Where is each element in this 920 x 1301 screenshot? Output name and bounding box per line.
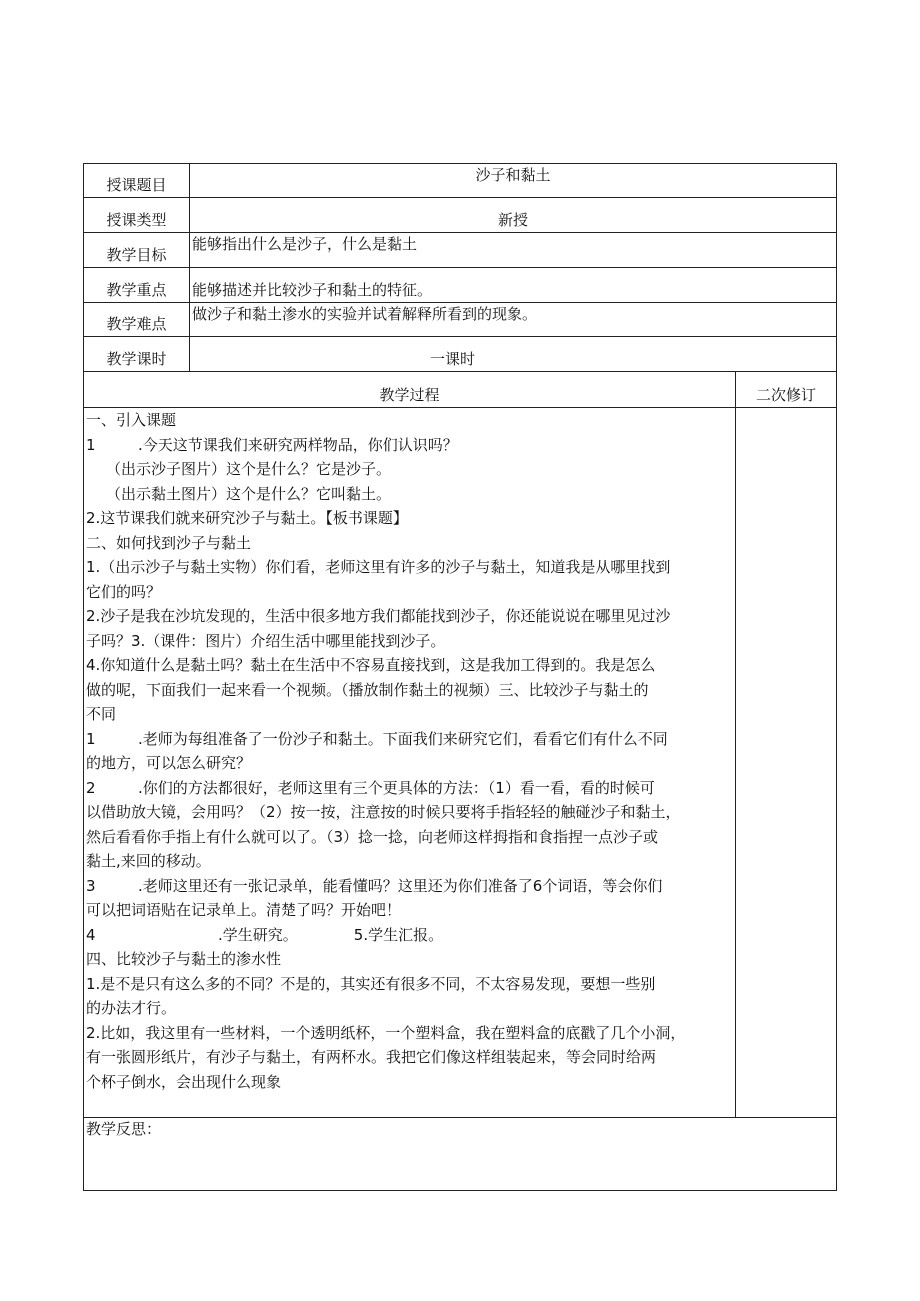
process-heading: 教学过程 bbox=[84, 372, 736, 408]
row-type bbox=[84, 198, 837, 233]
paragraph-line: 1.（出示沙子与黏土实物）你们看，老师这里有许多的沙子与黏土，知道我是从哪里找到 bbox=[86, 558, 671, 576]
list-item: 1 .老师为每组准备了一份沙子和黏土。下面我们来研究它们，看看它们有什么不同 bbox=[86, 729, 668, 748]
list-item: （出示沙子图片）这个是什么？它是沙子。 bbox=[106, 460, 392, 478]
row-process-body bbox=[84, 408, 837, 1118]
revision-cell bbox=[736, 408, 837, 1118]
section-2-title: 二、如何找到沙子与黏土 bbox=[86, 533, 252, 552]
difficulty-label: 教学难点 bbox=[84, 303, 190, 337]
type-label: 授课类型 bbox=[84, 198, 190, 233]
reflection-cell bbox=[84, 1118, 837, 1191]
row-difficulty bbox=[84, 303, 837, 337]
goal-label: 教学目标 bbox=[84, 233, 190, 268]
process-body bbox=[84, 408, 736, 1118]
key-value: 能够描述并比较沙子和黏土的特征。 bbox=[190, 268, 837, 303]
goal-value: 能够指出什么是沙子，什么是黏土 bbox=[190, 233, 837, 268]
list-item: （出示黏土图片）这个是什么？它叫黏土。 bbox=[106, 484, 392, 503]
paragraph-line: 可以把词语贴在记录单上。清楚了吗？开始吧！ bbox=[86, 901, 402, 919]
paragraph-line: 有一张圆形纸片，有沙子与黏土，有两杯水。我把它们像这样组装起来，等会同时给两 bbox=[86, 1048, 657, 1066]
section-1-title: 一、引入课题 bbox=[86, 411, 177, 429]
revision-heading: 二次修订 bbox=[736, 372, 837, 408]
paragraph-line: 2.沙子是我在沙坑发现的，生活中很多地方我们都能找到沙子，你还能说说在哪里见过沙 bbox=[86, 607, 671, 625]
topic-value: 沙子和黏土 bbox=[190, 164, 837, 198]
paragraph-line: 然后看看你手指上有什么就可以了。（3）捻一捻，向老师这样拇指和食指捏一点沙子或 bbox=[86, 827, 659, 846]
list-item: 3 .老师这里还有一张记录单，能看懂吗？这里还为你们准备了6个词语，等会你们 bbox=[86, 876, 663, 895]
list-item: 1 .今天这节课我们来研究两样物品，你们认识吗？ bbox=[86, 435, 458, 454]
row-reflection bbox=[84, 1118, 837, 1191]
row-process-heading bbox=[84, 372, 837, 408]
paragraph-line: 做的呢，下面我们一起来看一个视频。（播放制作黏土的视频）三、比较沙子与黏土的 bbox=[86, 680, 649, 699]
paragraph-line: 4.你知道什么是黏土吗？黏土在生活中不容易直接找到，这是我加工得到的。我是怎么 bbox=[86, 656, 656, 674]
list-item: 2 .你们的方法都很好，老师这里有三个更具体的方法：（1）看一看，看的时候可 bbox=[86, 778, 655, 797]
paragraph-line: 以借助放大镜，会用吗？（2）按一按，注意按的时候只要将手指轻轻的触碰沙子和黏土， bbox=[86, 803, 681, 821]
paragraph-line: 的办法才行。 bbox=[86, 999, 177, 1017]
section-4-title: 四、比较沙子与黏土的渗水性 bbox=[86, 950, 282, 968]
paragraph-line: 黏土,来回的移动。 bbox=[86, 852, 211, 870]
type-value: 新授 bbox=[190, 198, 837, 233]
paragraph-line: 1.是不是只有这么多的不同？不是的，其实还有很多不同，不太容易发现，要想一些别 bbox=[86, 974, 656, 993]
lesson-plan-table bbox=[83, 163, 837, 1191]
hours-value: 一课时 bbox=[190, 337, 837, 372]
paragraph-line: 2.比如，我这里有一些材料，一个透明纸杯，一个塑料盒，我在塑料盒的底戳了几个小洞， bbox=[86, 1023, 686, 1042]
paragraph-line: 不同 bbox=[86, 705, 117, 723]
paragraph-line: 的地方，可以怎么研究？ bbox=[86, 754, 252, 772]
list-item: 4 .学生研究。 5.学生汇报。 bbox=[86, 925, 444, 944]
paragraph-line: 子吗？3.（课件：图片）介绍生活中哪里能找到沙子。 bbox=[86, 631, 446, 650]
reflection-label: 教学反思： bbox=[86, 1120, 162, 1138]
row-topic bbox=[84, 164, 837, 198]
row-goal bbox=[84, 233, 837, 268]
difficulty-value: 做沙子和黏土渗水的实验并试着解释所看到的现象。 bbox=[190, 303, 837, 337]
hours-label: 教学课时 bbox=[84, 337, 190, 372]
paragraph-line: 个杯子倒水，会出现什么现象 bbox=[86, 1072, 282, 1091]
key-label: 教学重点 bbox=[84, 268, 190, 303]
paragraph-line: 它们的吗？ bbox=[86, 582, 162, 601]
list-item: 2.这节课我们就来研究沙子与黏土。【板书课题】 bbox=[86, 509, 408, 527]
topic-label: 授课题目 bbox=[84, 164, 190, 198]
row-hours bbox=[84, 337, 837, 372]
row-key bbox=[84, 268, 837, 303]
